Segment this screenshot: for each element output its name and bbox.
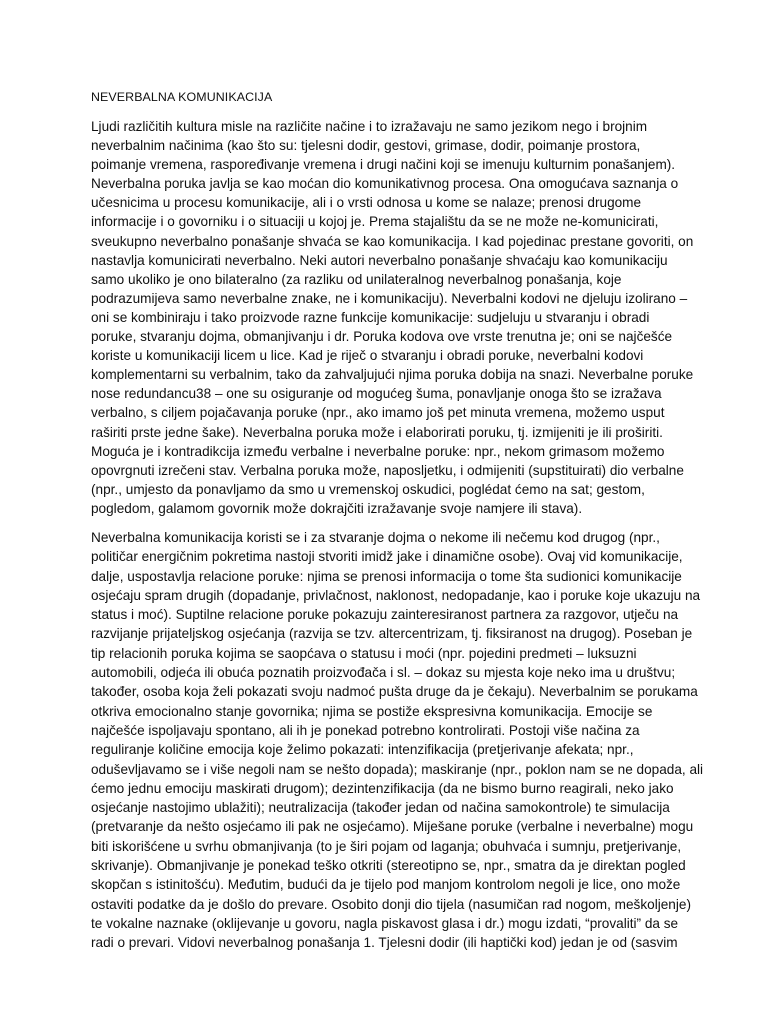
document-page (91, 87, 704, 963)
text-line: biti iskorišćene u svrhu obmanjivanja (to je širi pojam od laganja; obuhvaća i sumnju, pretjerivanje, (91, 838, 682, 854)
text-line: tip relacionih poruka kojima se saopćava o statusu i moći (npr. pojedini predmeti – luksuzni (91, 645, 637, 661)
text-line: informacije i o govorniku i o situaciji u kojoj je. Prema stajalištu da se ne može ne-komunicirati, (91, 214, 659, 230)
text-line: (pretvaranje da nešto osjećamo ili pak ne osjećamo). Miješane poruke (verbalne i neverbalne) mogu (91, 819, 694, 835)
text-line: Moguća je i kontradikcija između verbalne i neverbalne poruke: npr., nekom grimasom možemo (91, 443, 665, 459)
document-title: NEVERBALNA KOMUNIKACIJA (91, 90, 273, 104)
paragraph-2 (91, 528, 704, 953)
text-line: nastavlja komunicirati neverbalno. Neki autori neverbalno ponašanje shvaćaju kao komunikaciju (91, 252, 668, 268)
text-line: osjećaju spram drugih (dopadanje, privlačnost, naklonost, nedopadanje, kao i poruke koje ukazuju na (91, 587, 701, 603)
text-line: opovrgnuti izrečeni stav. Verbalna poruka može, naposljetku, i odmijeniti (supstituirati) dio verbalne (91, 462, 684, 478)
text-line: komplementarni su verbalnim, tako da zahvaljujući njima poruka dobija na snazi. Neverbalne poruke (91, 367, 694, 383)
text-line: ćemo jednu emociju maskirati drugom); dezintenzifikacija (da ne bismo burno reagirali, neko jako (91, 780, 674, 796)
text-line: raširiti prste jedne šake). Neverbalna poruka može i elaborirati poruku, tj. izmijeniti je ili proširiti. (91, 424, 663, 440)
text-line: poruke, stvaranju dojma, obmanjivanju i dr. Poruka kodova ove vrste trenutna je; oni se najčešće (91, 329, 673, 345)
text-line: nose redundancu38 – one su osiguranje od mogućeg šuma, ponavljanje onoga što se izražava (91, 386, 662, 402)
text-line: neverbalnim načinima (kao što su: tjelesni dodir, gestovi, grimase, dodir, poimanje prostora, (91, 138, 641, 154)
text-line: oduševljavamo se i više negoli nam se nešto dopada); maskiranje (npr., poklon nam se ne dopada, ali (91, 761, 704, 777)
text-line: poimanje vremena, raspoređivanje vremena i drugi načini koji se imenuju kulturnim ponašanjem). (91, 157, 676, 173)
paragraph-1 (91, 117, 694, 518)
text-line: Neverbalna komunikacija koristi se i za stvaranje dojma o nekome ili nečemu kod drugog (npr., (91, 529, 660, 545)
text-line: također, osoba koja želi pokazati svoju nadmoć pušta druge da je čekaju). Neverbalnim se porukama (91, 684, 698, 700)
text-line: razvijanje prijateljskog osjećanja (razvija se tzv. altercentrizam, tj. fiksiranost na drugog). Poseban je (91, 626, 693, 642)
text-line: ostaviti podatke da je došlo do prevare. Osobito donji dio tijela (nasumičan rad nogom, meškoljenje) (91, 896, 691, 912)
text-line: skopčan s istinitošću). Međutim, budući da je tijelo pod manjom kontrolom negoli je lice, ono može (91, 877, 681, 893)
text-line: (npr., umjesto da ponavljamo da smo u vremenskoj oskudici, poglédat ćemo na sat; gestom, (91, 481, 645, 497)
text-line: automobili, odjeća ili obuća poznatih proizvođača i sl. – dokaz su mjesta koje neko ima u društvu; (91, 665, 676, 681)
text-line: samo ukoliko je ono bilateralno (za razliku od unilateralnog neverbalnog ponašanja, koje (91, 271, 622, 287)
text-line: učesnicima u procesu komunikacije, ali i o vrsti odnosa u kome se nalaze; prenosi drugome (91, 195, 642, 211)
text-line: podrazumijeva samo neverbalne znake, ne i komunikaciju). Neverbalni kodovi ne djeluju izolirano – (91, 290, 688, 306)
text-line: dalje, uspostavlja relacione poruke: njima se prenosi informacija o tome šta sudionici komunikacije (91, 568, 682, 584)
text-line: političar energičnim pokretima nastoji stvoriti imidž jake i dinamične osobe). Ovaj vid komunikacije, (91, 549, 683, 565)
text-line: sveukupno neverbalno ponašanje shvaća se kao komunikacija. I kad pojedinac prestane govoriti, on (91, 233, 694, 249)
text-line: koriste u komunikaciji licem u lice. Kad je riječ o stvaranju i obradi poruke, neverbalni kodovi (91, 348, 644, 364)
text-line: status i moć). Suptilne relacione poruke pokazuju zainteresiranost partnera za razgovor, utječu na (91, 607, 679, 623)
text-line: najčešće ispoljavaju spontano, ali ih je ponekad potrebno kontrolirati. Postoji više načina za (91, 722, 640, 738)
text-line: osjećanje nastojimo ublažiti); neutralizacija (također jedan od načina samokontrole) te simulacija (91, 800, 670, 816)
text-line: oni se kombiniraju i tako proizvode razne funkcije komunikacije: sudjeluju u stvaranju i obradi (91, 309, 650, 325)
text-line: Neverbalna poruka javlja se kao moćan dio komunikativnog procesa. Ona omogućava saznanja o (91, 176, 679, 192)
text-line: reguliranje količine emocija koje želimo pokazati: intenzifikacija (pretjerivanje afekata; npr., (91, 742, 634, 758)
text-line: radi o prevari. Vidovi neverbalnog ponašanja 1. Tjelesni dodir (ili haptički kod) jedan je od (sasvim (91, 935, 678, 951)
text-line: pogledom, galamom govornik može dokrajčiti izražavanje svoje namjere ili stava). (91, 500, 583, 516)
text-line: otkriva emocionalno stanje govornika; njima se postiže ekspresivna komunikacija. Emocije se (91, 703, 653, 719)
text-line: skrivanje). Obmanjivanje je ponekad teško otkriti (stereotipno se, npr., smatra da je direktan pogled (91, 858, 686, 874)
text-line: te vokalne naznake (oklijevanje u govoru, nagla piskavost glasa i dr.) mogu izdati, “provaliti” da se (91, 915, 679, 931)
text-line: Ljudi različitih kultura misle na različite načine i to izražavaju ne samo jezikom nego i brojnim (91, 119, 648, 134)
text-line: verbalno, s ciljem pojačavanja poruke (npr., ako imamo još pet minuta vremena, možemo usput (91, 405, 665, 421)
